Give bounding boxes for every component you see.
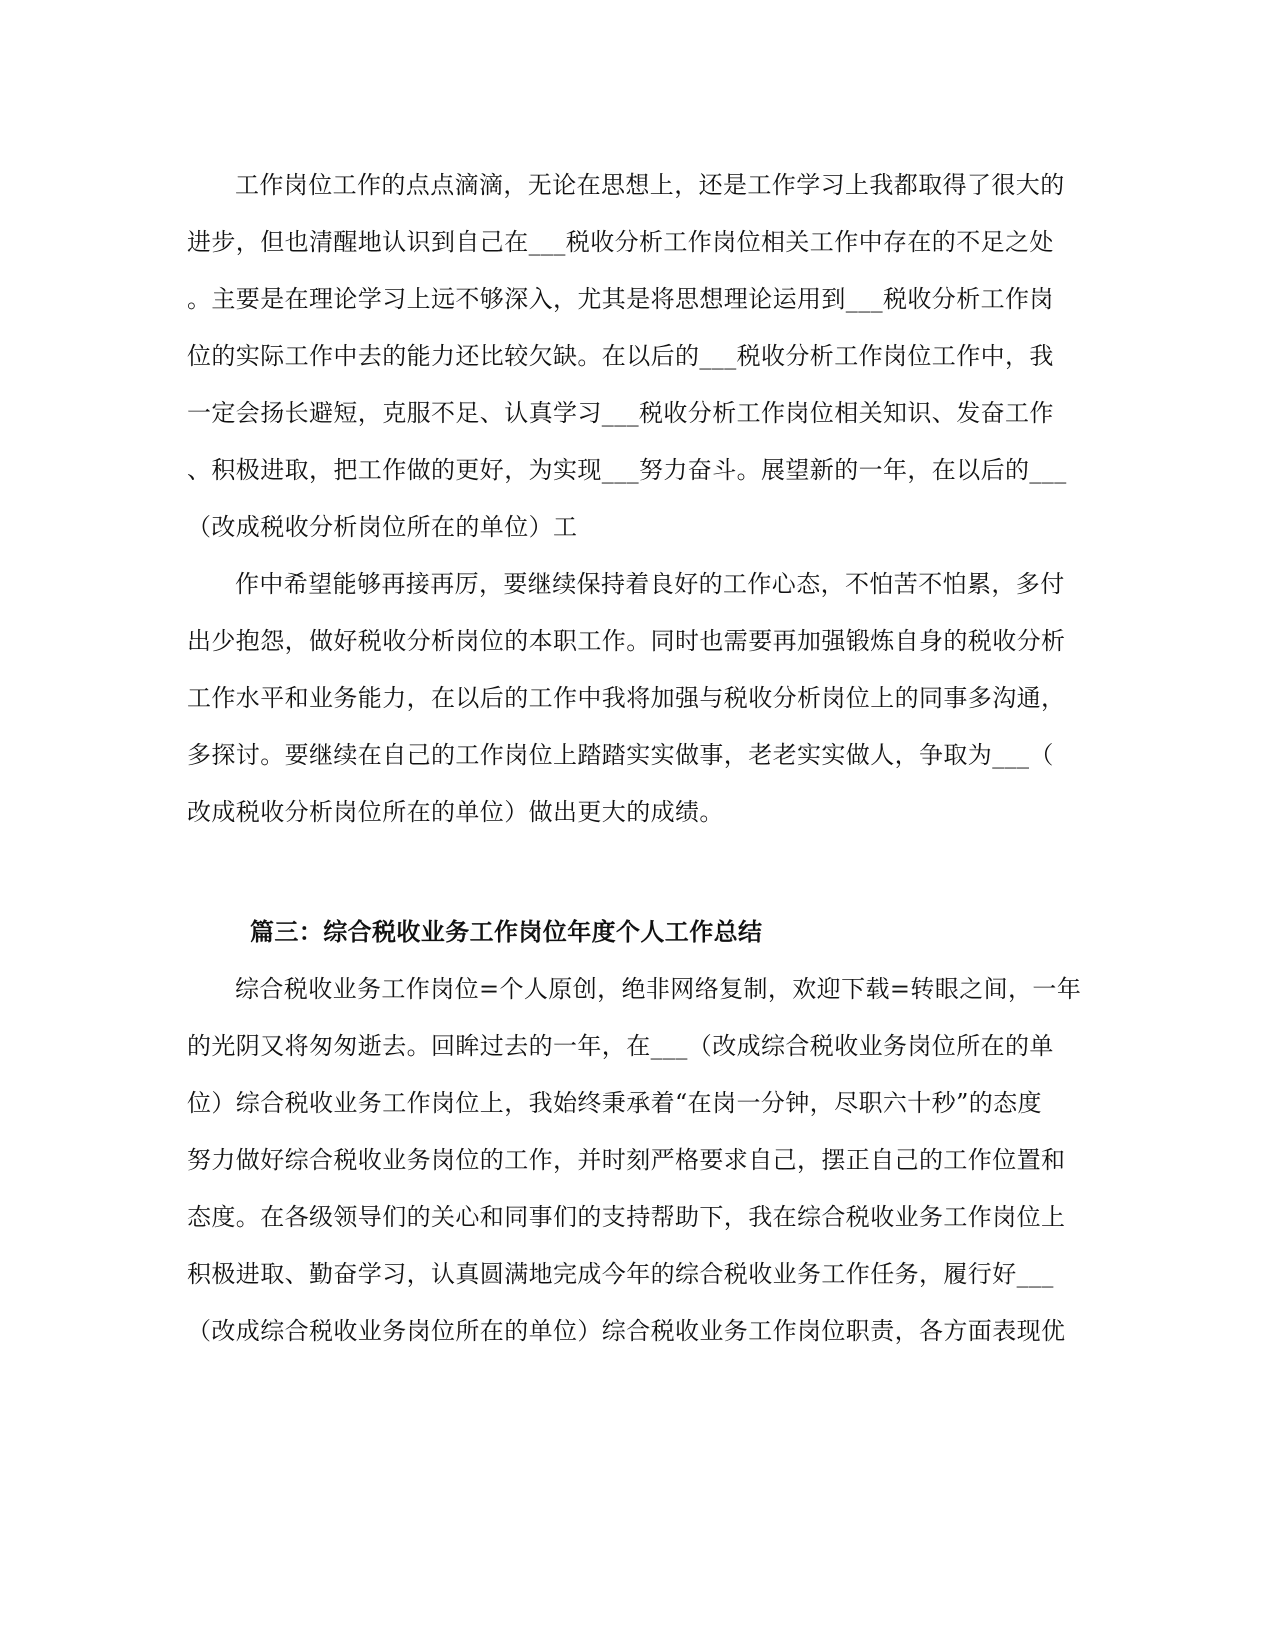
paragraph-1-line-3: 。主要是在理论学习上远不够深入，尤其是将思想理论运用到___税收分析工作岗 <box>187 285 1054 313</box>
paragraph-1-line-5: 一定会扬长避短，克服不足、认真学习___税收分析工作岗位相关知识、发奋工作 <box>187 399 1054 427</box>
paragraph-3-line-5: 态度。在各级领导们的关心和同事们的支持帮助下，我在综合税收业务工作岗位上 <box>187 1203 1066 1231</box>
paragraph-1-line-1: 工作岗位工作的点点滴滴，无论在思想上，还是工作学习上我都取得了很大的 <box>235 171 1065 199</box>
paragraph-3-line-2: 的光阴又将匆匆逝去。回眸过去的一年，在___（改成综合税收业务岗位所在的单 <box>187 1032 1054 1060</box>
paragraph-3-line-1: 综合税收业务工作岗位=个人原创，绝非网络复制，欢迎下载=转眼之间，一年 <box>235 975 1082 1003</box>
paragraph-1-line-6: 、积极进取，把工作做的更好，为实现___努力奋斗。展望新的一年，在以后的___ <box>187 456 1067 484</box>
paragraph-2-line-1: 作中希望能够再接再厉，要继续保持着良好的工作心态，不怕苦不怕累，多付 <box>235 570 1065 598</box>
paragraph-3-line-7: （改成综合税收业务岗位所在的单位）综合税收业务工作岗位职责，各方面表现优 <box>187 1317 1066 1345</box>
paragraph-3-line-4: 努力做好综合税收业务岗位的工作，并时刻严格要求自己，摆正自己的工作位置和 <box>187 1146 1066 1174</box>
paragraph-3-line-6: 积极进取、勤奋学习，认真圆满地完成今年的综合税收业务工作任务，履行好___ <box>187 1260 1054 1288</box>
paragraph-2-line-3: 工作水平和业务能力，在以后的工作中我将加强与税收分析岗位上的同事多沟通， <box>187 684 1066 712</box>
paragraph-3-line-3: 位）综合税收业务工作岗位上，我始终秉承着“在岗一分钟，尽职六十秒”的态度 <box>187 1089 1042 1117</box>
paragraph-1-line-4: 位的实际工作中去的能力还比较欠缺。在以后的___税收分析工作岗位工作中，我 <box>187 342 1054 370</box>
paragraph-1-line-7: （改成税收分析岗位所在的单位）工 <box>187 513 578 541</box>
paragraph-2-line-5: 改成税收分析岗位所在的单位）做出更大的成绩。 <box>187 798 724 826</box>
paragraph-2-line-2: 出少抱怨，做好税收分析岗位的本职工作。同时也需要再加强锻炼自身的税收分析 <box>187 627 1066 655</box>
paragraph-2-line-4: 多探讨。要继续在自己的工作岗位上踏踏实实做事，老老实实做人，争取为___（ <box>187 741 1054 769</box>
paragraph-1-line-2: 进步，但也清醒地认识到自己在___税收分析工作岗位相关工作中存在的不足之处 <box>187 228 1054 256</box>
section-heading: 篇三：综合税收业务工作岗位年度个人工作总结 <box>250 917 763 946</box>
